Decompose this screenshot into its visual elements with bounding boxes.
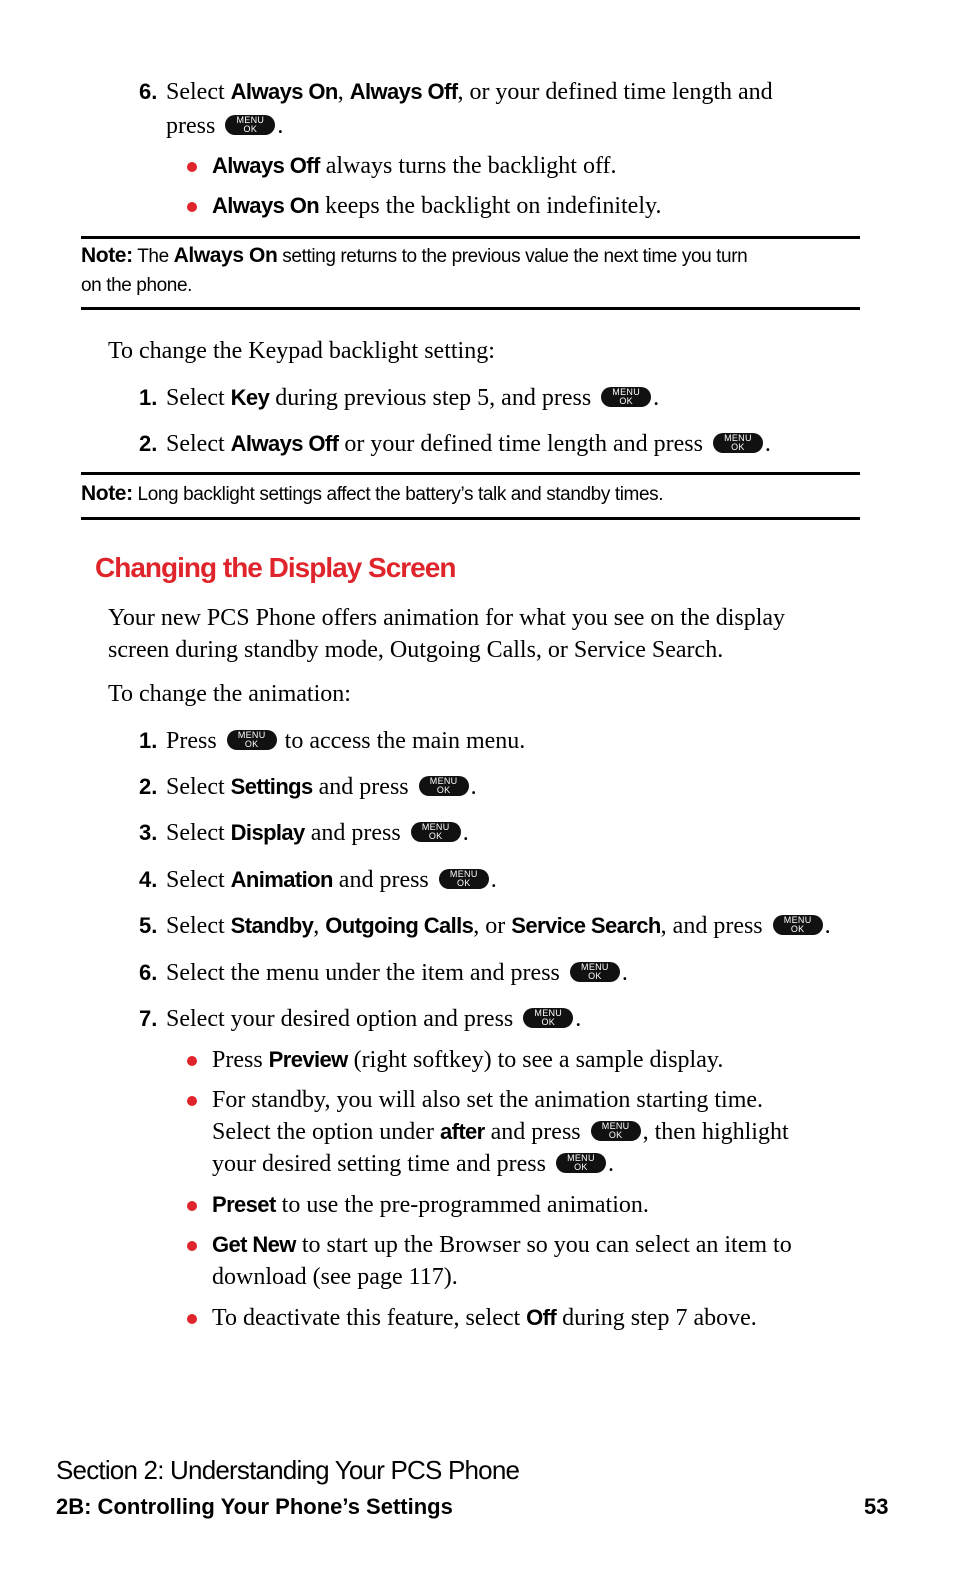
bullet-text: Get New to start up the Browser so you can select an item to: [212, 1232, 792, 1258]
bullet-text: your desired setting time and press MENU OK .: [212, 1151, 614, 1177]
step-number: 2.: [139, 431, 158, 456]
bullet-text: For standby, you will also set the animation starting time.: [212, 1087, 764, 1113]
section-heading: Changing the Display Screen: [95, 552, 456, 583]
step-number: 4.: [139, 867, 158, 892]
menu-ok-key-icon: MENU OK: [601, 387, 651, 407]
menu-ok-key-icon: MENU OK: [591, 1121, 641, 1141]
page-number: 53: [864, 1494, 889, 1519]
step-number: 5.: [139, 913, 158, 938]
note-bottom-rule: [81, 307, 860, 310]
menu-ok-key-icon: MENU OK: [439, 869, 489, 889]
bullet-icon: [187, 1314, 197, 1324]
step-number: 2.: [139, 774, 158, 799]
step-text: Press MENU OK to access the main menu.: [166, 728, 526, 754]
step-text: Select Key during previous step 5, and press MENU OK .: [166, 385, 660, 411]
bullet-icon: [187, 1201, 197, 1211]
step-number: 7.: [139, 1006, 158, 1031]
paragraph: To change the Keypad backlight setting:: [108, 338, 495, 364]
bullet-icon: [187, 1241, 197, 1251]
menu-ok-key-icon: MENU OK: [713, 433, 763, 453]
step-text: Select Display and press MENU OK .: [166, 820, 469, 846]
step-text: Select Settings and press MENU OK .: [166, 774, 477, 800]
bullet-icon: [187, 202, 197, 212]
bullet-text: Always Off always turns the backlight off.: [212, 153, 617, 179]
bullet-icon: [187, 1096, 197, 1106]
paragraph: screen during standby mode, Outgoing Calls, or Service Search.: [108, 637, 724, 663]
note-top-rule: [81, 236, 860, 239]
menu-ok-key-icon: MENU OK: [225, 115, 275, 135]
footer-section-title: Section 2: Understanding Your PCS Phone: [56, 1455, 520, 1485]
bullet-icon: [187, 162, 197, 172]
step-text: Select Always Off or your defined time length and press MENU OK .: [166, 431, 771, 457]
step-number: 3.: [139, 820, 158, 845]
step-text: press MENU OK .: [166, 113, 284, 139]
bullet-icon: [187, 1056, 197, 1066]
step-number: 1.: [139, 385, 158, 410]
menu-ok-key-icon: MENU OK: [411, 822, 461, 842]
step-number: 6.: [139, 960, 158, 985]
step-number: 6.: [139, 79, 158, 104]
note-top-rule: [81, 472, 860, 475]
menu-ok-key-icon: MENU OK: [523, 1008, 573, 1028]
note-bottom-rule: [81, 517, 860, 520]
bullet-text: To deactivate this feature, select Off during step 7 above.: [212, 1305, 757, 1331]
footer-chapter-title: 2B: Controlling Your Phone’s Settings: [56, 1494, 453, 1519]
menu-ok-key-icon: MENU OK: [570, 962, 620, 982]
menu-ok-key-icon: MENU OK: [773, 915, 823, 935]
menu-ok-key-icon: MENU OK: [419, 776, 469, 796]
bullet-text: download (see page 117).: [212, 1264, 458, 1290]
bullet-text: Select the option under after and press MENU OK , then highlight: [212, 1119, 789, 1145]
step-text: Select the menu under the item and press MENU OK .: [166, 960, 628, 986]
step-text: Select Standby, Outgoing Calls, or Service Search, and press MENU OK .: [166, 913, 831, 939]
bullet-text: Preset to use the pre-programmed animation.: [212, 1192, 649, 1218]
paragraph: To change the animation:: [108, 681, 351, 707]
step-text: Select your desired option and press MENU OK .: [166, 1006, 582, 1032]
step-text: Select Animation and press MENU OK .: [166, 867, 497, 893]
menu-ok-key-icon: MENU OK: [227, 730, 277, 750]
bullet-text: Press Preview (right softkey) to see a sample display.: [212, 1047, 724, 1073]
step-text: Select Always On, Always Off, or your defined time length and: [166, 79, 773, 105]
step-number: 1.: [139, 728, 158, 753]
menu-ok-key-icon: MENU OK: [556, 1153, 606, 1173]
note-box: Note: The Always On setting returns to the previous value the next time you turn on the phone.: [81, 244, 748, 296]
paragraph: Your new PCS Phone offers animation for what you see on the display: [108, 605, 786, 631]
note-box: Note: Long backlight settings affect the battery’s talk and standby times.: [81, 482, 664, 505]
bullet-text: Always On keeps the backlight on indefinitely.: [212, 193, 662, 219]
